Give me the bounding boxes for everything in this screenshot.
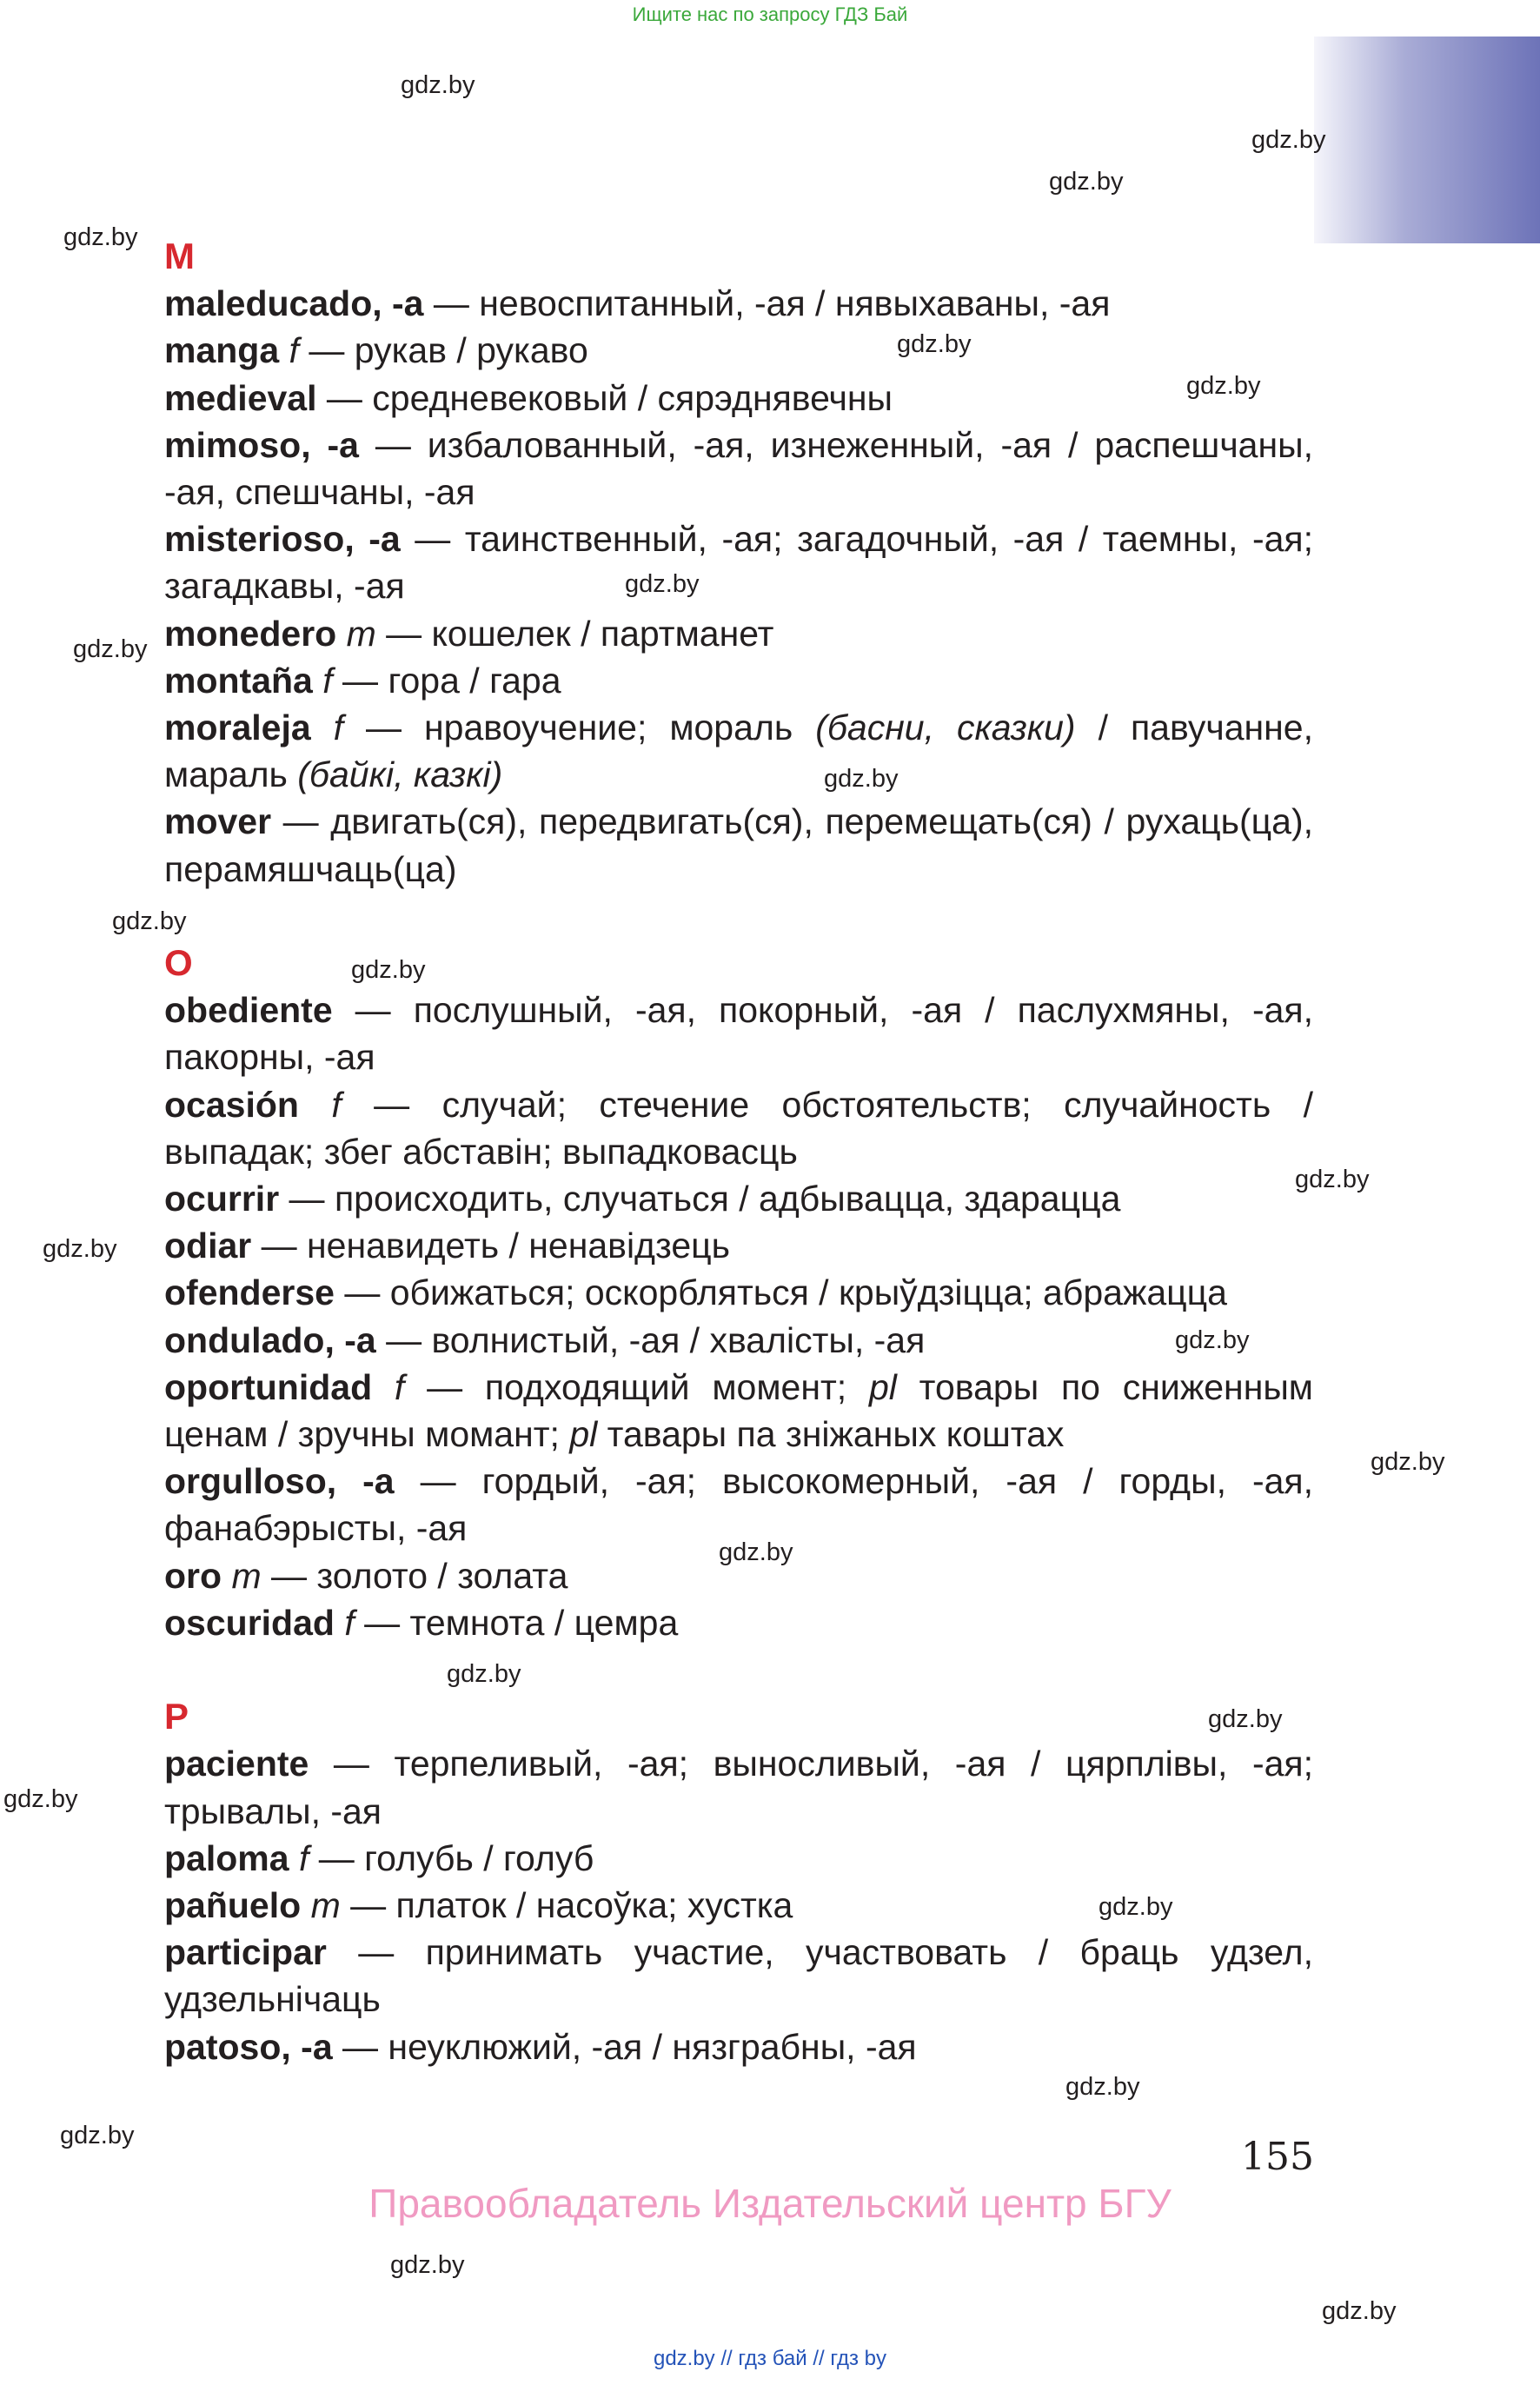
watermark: gdz.by [1065, 2073, 1140, 2101]
entry: orgulloso, -a — гордый, -ая; высокомерный, -ая / горды, -ая, фанабэрысты, -ая [164, 1461, 1314, 1549]
watermark: gdz.by [351, 956, 426, 984]
entry: mimoso, -a — избалованный, -ая, изнеженный, -ая / распешчаны, -ая, спешчаны, -ая [164, 424, 1313, 512]
watermark: gdz.by [60, 2122, 135, 2149]
entry: manga f — рукав / рукаво [164, 330, 588, 371]
entry: pañuelo m — платок / насоўка; хустка [164, 1885, 793, 1926]
entry: misterioso, -a — таинственный, -ая; загадочный, -ая / таемны, -ая; загадкавы, -ая [164, 519, 1313, 607]
watermark: gdz.by [401, 71, 475, 99]
entry: montaña f — гора / гара [164, 660, 561, 701]
footer-links[interactable]: gdz.by // гдз бай // гдз by [653, 2347, 887, 2370]
watermark: gdz.by [1186, 372, 1261, 400]
entry: obediente — послушный, -ая, покорный, -ая / паслухмяны, -ая, пакорны, -ая [164, 990, 1313, 1078]
entry: maleducado, -a — невоспитанный, -ая / нявыхаваны, -ая [164, 283, 1111, 324]
watermark: gdz.by [897, 330, 972, 358]
entry: monedero m — кошелек / партманет [164, 613, 774, 654]
watermark: gdz.by [3, 1785, 78, 1813]
entry: participar — принимать участие, участвовать / браць удзел, удзельнічаць [164, 1932, 1313, 2020]
section-letter: M [164, 236, 195, 276]
watermark: gdz.by [43, 1235, 117, 1263]
entry: ofenderse — обижаться; оскорбляться / крыўдзіцца; абражацца [164, 1272, 1227, 1313]
entry: paciente — терпеливый, -ая; выносливый, -ая / цярплівы, -ая; трывалы, -ая [164, 1744, 1313, 1831]
watermark: gdz.by [1175, 1326, 1250, 1354]
section-letter: P [164, 1696, 189, 1737]
watermark: gdz.by [63, 223, 138, 251]
watermark: gdz.by [1049, 168, 1124, 196]
corner-tab-decoration [1314, 37, 1540, 243]
top-banner[interactable]: Ищите нас по запросу ГДЗ Бай [632, 3, 908, 25]
watermark: gdz.by [719, 1538, 793, 1566]
entry: moraleja f — нравоучение; мораль (басни, сказки) / павучанне, мараль (байкі, казкі) [164, 708, 1313, 795]
entry: ocasión f — случай; стечение обстоятельств; случайность / выпадак; збег абставін; выпадковасць [164, 1084, 1313, 1172]
watermark: gdz.by [1322, 2297, 1397, 2325]
entry: oportunidad f — подходящий момент; pl товары по сниженным ценам / зручны момант; pl тавары па зніжаных коштах [164, 1366, 1313, 1455]
entry: ondulado, -a — волнистый, -ая / хвалісты, -ая [164, 1319, 926, 1360]
section-gap [164, 893, 1313, 940]
watermark: gdz.by [1295, 1166, 1370, 1193]
copyright-notice: Правообладатель Издательский центр БГУ [368, 2181, 1172, 2226]
entry: odiar — ненавидеть / ненавідзець [164, 1226, 730, 1266]
section-letter: O [164, 942, 193, 984]
dictionary-content [164, 233, 1313, 2070]
entry: oscuridad f — темнота / цемра [164, 1602, 679, 1643]
watermark: gdz.by [390, 2251, 465, 2279]
watermark: gdz.by [824, 765, 899, 793]
watermark: gdz.by [112, 907, 187, 935]
entry: ocurrir — происходить, случаться / адбывацца, здарацца [164, 1179, 1121, 1219]
entry: oro m — золото / золата [164, 1555, 568, 1596]
watermark: gdz.by [1371, 1448, 1445, 1476]
entry: medieval — средневековый / сярэднявечны [164, 377, 893, 418]
entry: mover — двигать(ся), передвигать(ся), перемещать(ся) / рухаць(ца), перамяшчаць(ца) [164, 801, 1313, 889]
watermark: gdz.by [447, 1660, 521, 1688]
entry: patoso, -a — неуклюжий, -ая / нязграбны, -ая [164, 2026, 917, 2067]
watermark: gdz.by [1251, 126, 1326, 154]
watermark: gdz.by [1099, 1893, 1173, 1921]
watermark: gdz.by [73, 635, 148, 663]
entry: paloma f — голубь / голуб [164, 1837, 594, 1878]
watermark: gdz.by [1208, 1705, 1283, 1733]
page-number: 155 [1241, 2135, 1314, 2179]
section-gap [164, 1646, 1313, 1693]
watermark: gdz.by [625, 570, 700, 598]
